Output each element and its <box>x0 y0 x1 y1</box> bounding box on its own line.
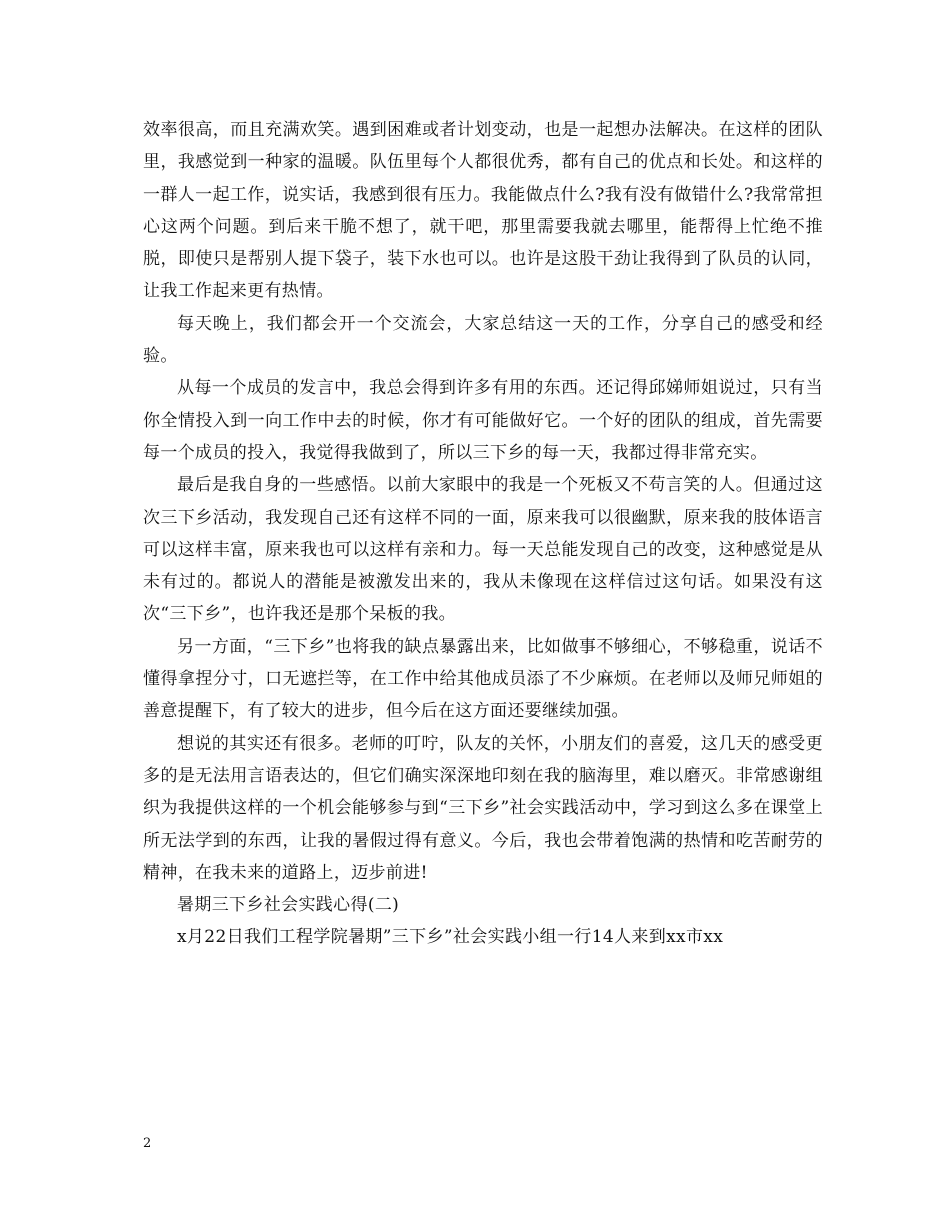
paragraph-1: 效率很高，而且充满欢笑。遇到困难或者计划变动，也是一起想办法解决。在这样的团队里，我感觉到一种家的温暖。队伍里每个人都很优秀，都有自己的优点和长处。和这样的一群人一起工作，说实话，我感到很有压力。我能做点什么?我有没有做错什么?我常常担心这两个问题。到后来干脆不想了，就干吧，那里需要我就去哪里，能帮得上忙绝不推脱，即使只是帮别人提下袋子，装下水也可以。也许是这股干劲让我得到了队员的认同，让我工作起来更有热情。 <box>143 120 823 302</box>
paragraph-7: x月22日我们工程学院暑期”三下乡”社会实践小组一行14人来到xx市xx <box>177 927 724 948</box>
paragraph-2: 每天晚上，我们都会开一个交流会，大家总结这一天的工作，分享自己的感受和经验。 <box>143 313 823 367</box>
paragraph-4: 最后是我自身的一些感悟。以前大家眼中的我是一个死板又不苟言笑的人。但通过这次三下乡活动，我发现自己还有这样不同的一面，原来我可以很幽默，原来我的肢体语言可以这样丰富，原来我也可以这样有亲和力。每一天总能发现自己的改变，这种感觉是从未有过的。都说人的潜能是被激发出来的，我从未像现在这样信过这句话。如果没有这次“三下乡”，也许我还是那个呆板的我。 <box>143 475 823 625</box>
paragraph-6: 想说的其实还有很多。老师的叮咛，队友的关怀，小朋友们的喜爱，这几天的感受更多的是无法用言语表达的，但它们确实深深地印刻在我的脑海里，难以磨灭。非常感谢组织为我提供这样的一个机会能够参与到“三下乡”社会实践活动中，学习到这么多在课堂上所无法学到的东西，让我的暑假过得有意义。今后，我也会带着饱满的热情和吃苦耐劳的精神，在我未来的道路上，迈步前进! <box>143 733 823 883</box>
paragraph-5: 另一方面，“三下乡”也将我的缺点暴露出来，比如做事不够细心，不够稳重，说话不懂得拿捏分寸，口无遮拦等，在工作中给其他成员添了不少麻烦。在老师以及师兄师姐的善意提醒下，有了较大的进步，但今后在这方面还要继续加强。 <box>143 636 823 722</box>
document-body <box>143 114 823 954</box>
paragraph-3: 从每一个成员的发言中，我总会得到许多有用的东西。还记得邱娣师姐说过，只有当你全情投入到一向工作中去的时候，你才有可能做好它。一个好的团队的组成，首先需要每一个成员的投入，我觉得我做到了，所以三下乡的每一天，我都过得非常充实。 <box>143 378 823 463</box>
section-heading: 暑期三下乡社会实践心得(二) <box>177 895 400 916</box>
page-number: 2 <box>143 1136 152 1151</box>
